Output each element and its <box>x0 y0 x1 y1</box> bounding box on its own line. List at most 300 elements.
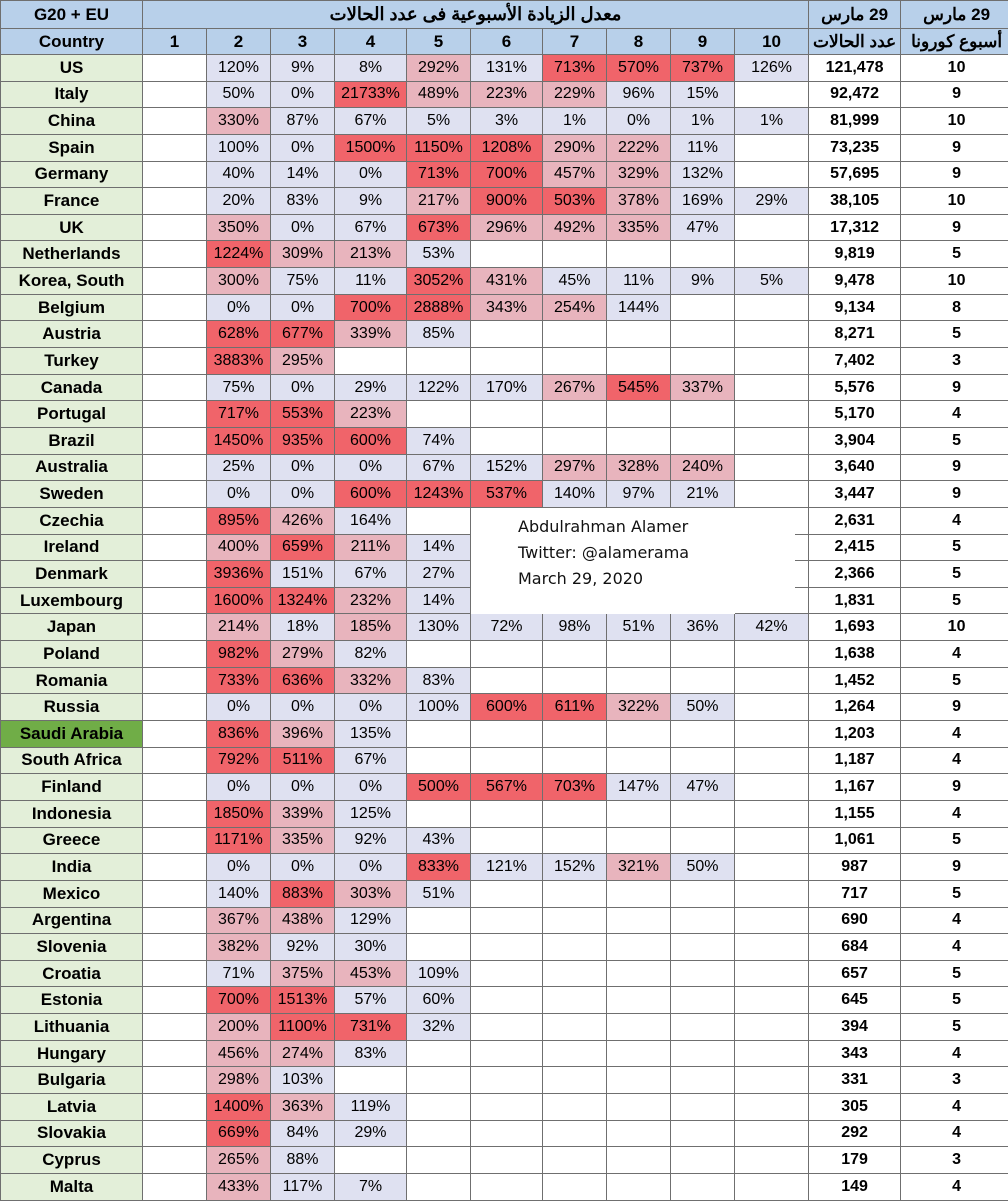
country-name: Italy <box>1 81 143 108</box>
country-name: Korea, South <box>1 268 143 295</box>
growth-cell-week-6 <box>471 880 543 907</box>
table-row <box>1 161 1008 188</box>
country-name: Ireland <box>1 534 143 561</box>
author-name: Abdulrahman Alamer <box>518 514 795 540</box>
growth-cell-week-4: 211% <box>335 534 407 561</box>
growth-cell-week-4: 0% <box>335 774 407 801</box>
case-count: 9,819 <box>809 241 901 268</box>
growth-cell-week-4: 83% <box>335 1040 407 1067</box>
growth-cell-week-10: 5% <box>735 268 809 295</box>
growth-cell-week-8: 570% <box>607 55 671 82</box>
growth-cell-week-8 <box>607 800 671 827</box>
corona-weeks: 3 <box>901 348 1008 375</box>
growth-cell-week-1 <box>143 934 207 961</box>
growth-cell-week-10 <box>735 454 809 481</box>
growth-cell-week-3: 659% <box>271 534 335 561</box>
table-row <box>1 427 1008 454</box>
growth-cell-week-2: 71% <box>207 960 271 987</box>
growth-cell-week-6: 121% <box>471 854 543 881</box>
growth-cell-week-7 <box>543 641 607 668</box>
growth-cell-week-8: 0% <box>607 108 671 135</box>
growth-cell-week-8 <box>607 721 671 748</box>
growth-cell-week-10 <box>735 934 809 961</box>
country-name: South Africa <box>1 747 143 774</box>
country-name: Russia <box>1 694 143 721</box>
growth-cell-week-6 <box>471 321 543 348</box>
header-band-row <box>1 1 1008 29</box>
corona-weeks: 9 <box>901 214 1008 241</box>
growth-cell-week-4: 185% <box>335 614 407 641</box>
growth-cell-week-7 <box>543 1093 607 1120</box>
growth-cell-week-1 <box>143 134 207 161</box>
table-row <box>1 747 1008 774</box>
growth-cell-week-8: 222% <box>607 134 671 161</box>
growth-cell-week-8: 144% <box>607 294 671 321</box>
growth-cell-week-10 <box>735 721 809 748</box>
table-row <box>1 55 1008 82</box>
growth-cell-week-9 <box>671 800 735 827</box>
growth-cell-week-1 <box>143 1093 207 1120</box>
corona-weeks: 4 <box>901 907 1008 934</box>
growth-cell-week-1 <box>143 241 207 268</box>
week-header-4: 4 <box>335 29 407 55</box>
case-count: 17,312 <box>809 214 901 241</box>
growth-cell-week-7 <box>543 907 607 934</box>
growth-cell-week-7: 140% <box>543 481 607 508</box>
country-name: Portugal <box>1 401 143 428</box>
growth-cell-week-4: 0% <box>335 454 407 481</box>
growth-cell-week-1 <box>143 694 207 721</box>
growth-cell-week-3: 1100% <box>271 1014 335 1041</box>
country-column-header: Country <box>1 29 143 55</box>
growth-cell-week-4: 82% <box>335 641 407 668</box>
growth-cell-week-10 <box>735 241 809 268</box>
growth-cell-week-6 <box>471 1067 543 1094</box>
growth-cell-week-2: 1400% <box>207 1093 271 1120</box>
growth-cell-week-1 <box>143 454 207 481</box>
growth-cell-week-5: 83% <box>407 667 471 694</box>
growth-cell-week-1 <box>143 427 207 454</box>
growth-cell-week-8 <box>607 1093 671 1120</box>
growth-cell-week-9 <box>671 1120 735 1147</box>
growth-cell-week-5 <box>407 1120 471 1147</box>
growth-cell-week-3: 9% <box>271 55 335 82</box>
growth-cell-week-4: 11% <box>335 268 407 295</box>
country-name: Australia <box>1 454 143 481</box>
growth-cell-week-8 <box>607 1067 671 1094</box>
growth-cell-week-1 <box>143 401 207 428</box>
growth-cell-week-3: 0% <box>271 374 335 401</box>
growth-cell-week-5 <box>407 721 471 748</box>
table-row <box>1 774 1008 801</box>
growth-cell-week-7: 1% <box>543 108 607 135</box>
growth-cell-week-4: 600% <box>335 427 407 454</box>
corona-weeks: 4 <box>901 747 1008 774</box>
growth-cell-week-1 <box>143 614 207 641</box>
growth-cell-week-1 <box>143 907 207 934</box>
growth-cell-week-5: 27% <box>407 561 471 588</box>
growth-cell-week-6: 296% <box>471 214 543 241</box>
growth-cell-week-6: 131% <box>471 55 543 82</box>
growth-cell-week-3: 363% <box>271 1093 335 1120</box>
country-name: Spain <box>1 134 143 161</box>
table-row <box>1 534 1008 561</box>
growth-cell-week-3: 151% <box>271 561 335 588</box>
growth-cell-week-5 <box>407 401 471 428</box>
author-credit-box <box>510 510 795 606</box>
corona-weeks: 10 <box>901 188 1008 215</box>
corona-weeks: 9 <box>901 694 1008 721</box>
growth-cell-week-5: 3052% <box>407 268 471 295</box>
growth-cell-week-6: 600% <box>471 694 543 721</box>
growth-cell-week-2: 367% <box>207 907 271 934</box>
growth-cell-week-2: 50% <box>207 81 271 108</box>
case-count: 3,904 <box>809 427 901 454</box>
case-count: 331 <box>809 1067 901 1094</box>
growth-cell-week-10 <box>735 827 809 854</box>
case-count: 121,478 <box>809 55 901 82</box>
country-name: Turkey <box>1 348 143 375</box>
table-row <box>1 1040 1008 1067</box>
case-count: 657 <box>809 960 901 987</box>
growth-cell-week-4: 129% <box>335 907 407 934</box>
growth-cell-week-5: 713% <box>407 161 471 188</box>
growth-cell-week-10 <box>735 960 809 987</box>
growth-cell-week-5 <box>407 934 471 961</box>
table-row <box>1 481 1008 508</box>
weeks-date-header: 29 مارس <box>901 1 1008 29</box>
growth-cell-week-1 <box>143 721 207 748</box>
growth-cell-week-10 <box>735 987 809 1014</box>
case-count: 81,999 <box>809 108 901 135</box>
growth-cell-week-6 <box>471 934 543 961</box>
country-name: Austria <box>1 321 143 348</box>
growth-cell-week-7: 229% <box>543 81 607 108</box>
growth-cell-week-4: 67% <box>335 108 407 135</box>
growth-cell-week-3: 295% <box>271 348 335 375</box>
corona-weeks: 9 <box>901 774 1008 801</box>
growth-cell-week-7 <box>543 1067 607 1094</box>
growth-cell-week-10: 29% <box>735 188 809 215</box>
group-label: G20 + EU <box>1 1 143 29</box>
growth-cell-week-10: 42% <box>735 614 809 641</box>
growth-cell-week-9: 15% <box>671 81 735 108</box>
case-count: 717 <box>809 880 901 907</box>
growth-cell-week-1 <box>143 987 207 1014</box>
week-header-6: 6 <box>471 29 543 55</box>
corona-weeks: 4 <box>901 1120 1008 1147</box>
growth-cell-week-1 <box>143 348 207 375</box>
country-name: Argentina <box>1 907 143 934</box>
growth-cell-week-4: 30% <box>335 934 407 961</box>
growth-cell-week-8 <box>607 427 671 454</box>
growth-cell-week-7 <box>543 667 607 694</box>
corona-weeks: 5 <box>901 321 1008 348</box>
growth-cell-week-7: 290% <box>543 134 607 161</box>
growth-cell-week-2: 214% <box>207 614 271 641</box>
growth-cell-week-1 <box>143 774 207 801</box>
growth-cell-week-6 <box>471 960 543 987</box>
growth-cell-week-7: 45% <box>543 268 607 295</box>
growth-cell-week-1 <box>143 507 207 534</box>
growth-cell-week-3: 935% <box>271 427 335 454</box>
growth-cell-week-6 <box>471 241 543 268</box>
case-count: 8,271 <box>809 321 901 348</box>
case-count: 3,640 <box>809 454 901 481</box>
growth-cell-week-8: 321% <box>607 854 671 881</box>
growth-cell-week-5 <box>407 800 471 827</box>
growth-cell-week-10 <box>735 134 809 161</box>
growth-cell-week-6: 431% <box>471 268 543 295</box>
case-count: 5,576 <box>809 374 901 401</box>
growth-cell-week-9: 47% <box>671 774 735 801</box>
corona-weeks: 5 <box>901 987 1008 1014</box>
growth-cell-week-8: 97% <box>607 481 671 508</box>
growth-cell-week-1 <box>143 1014 207 1041</box>
growth-cell-week-2: 298% <box>207 1067 271 1094</box>
growth-cell-week-10 <box>735 800 809 827</box>
growth-cell-week-3: 18% <box>271 614 335 641</box>
table-row <box>1 721 1008 748</box>
table-row <box>1 108 1008 135</box>
case-count: 149 <box>809 1173 901 1200</box>
table-row <box>1 641 1008 668</box>
case-count: 645 <box>809 987 901 1014</box>
growth-cell-week-2: 733% <box>207 667 271 694</box>
growth-cell-week-3: 883% <box>271 880 335 907</box>
growth-cell-week-2: 895% <box>207 507 271 534</box>
case-count: 7,402 <box>809 348 901 375</box>
growth-cell-week-3: 396% <box>271 721 335 748</box>
growth-cell-week-5: 489% <box>407 81 471 108</box>
growth-cell-week-9: 169% <box>671 188 735 215</box>
table-row <box>1 401 1008 428</box>
credit-date: March 29, 2020 <box>518 566 795 592</box>
growth-cell-week-5: 109% <box>407 960 471 987</box>
growth-cell-week-4: 213% <box>335 241 407 268</box>
growth-cell-week-2: 0% <box>207 481 271 508</box>
country-name: Finland <box>1 774 143 801</box>
growth-cell-week-3: 0% <box>271 694 335 721</box>
case-count: 1,452 <box>809 667 901 694</box>
growth-cell-week-4: 67% <box>335 561 407 588</box>
growth-cell-week-7 <box>543 721 607 748</box>
growth-cell-week-4: 223% <box>335 401 407 428</box>
growth-cell-week-8 <box>607 907 671 934</box>
growth-cell-week-4: 700% <box>335 294 407 321</box>
growth-cell-week-7 <box>543 800 607 827</box>
growth-cell-week-10 <box>735 641 809 668</box>
growth-cell-week-3: 103% <box>271 1067 335 1094</box>
table-row <box>1 134 1008 161</box>
corona-weeks: 9 <box>901 854 1008 881</box>
growth-cell-week-7 <box>543 1120 607 1147</box>
case-count: 2,415 <box>809 534 901 561</box>
growth-cell-week-10 <box>735 294 809 321</box>
growth-cell-week-7 <box>543 1147 607 1174</box>
growth-cell-week-6: 900% <box>471 188 543 215</box>
weekly-growth-title: معدل الزيادة الأسبوعية فى عدد الحالات <box>143 1 809 29</box>
growth-cell-week-5 <box>407 641 471 668</box>
growth-cell-week-6 <box>471 1120 543 1147</box>
growth-cell-week-6 <box>471 800 543 827</box>
growth-cell-week-7: 98% <box>543 614 607 641</box>
country-name: Croatia <box>1 960 143 987</box>
table-row <box>1 1067 1008 1094</box>
growth-cell-week-8: 96% <box>607 81 671 108</box>
corona-weeks: 10 <box>901 614 1008 641</box>
country-name: Malta <box>1 1173 143 1200</box>
growth-cell-week-5: 51% <box>407 880 471 907</box>
growth-cell-week-7 <box>543 348 607 375</box>
growth-cell-week-3: 83% <box>271 188 335 215</box>
growth-cell-week-6 <box>471 1147 543 1174</box>
growth-cell-week-9: 1% <box>671 108 735 135</box>
growth-cell-week-4: 232% <box>335 587 407 614</box>
growth-cell-week-5 <box>407 1173 471 1200</box>
growth-cell-week-9: 47% <box>671 214 735 241</box>
country-name: Denmark <box>1 561 143 588</box>
growth-cell-week-10 <box>735 374 809 401</box>
corona-weeks: 4 <box>901 507 1008 534</box>
growth-cell-week-3: 92% <box>271 934 335 961</box>
growth-cell-week-2: 433% <box>207 1173 271 1200</box>
growth-cell-week-8: 147% <box>607 774 671 801</box>
growth-cell-week-9 <box>671 880 735 907</box>
growth-cell-week-6 <box>471 747 543 774</box>
growth-cell-week-10 <box>735 907 809 934</box>
table-row <box>1 694 1008 721</box>
growth-cell-week-10 <box>735 427 809 454</box>
growth-cell-week-8 <box>607 827 671 854</box>
growth-cell-week-6 <box>471 827 543 854</box>
growth-cell-week-6 <box>471 1093 543 1120</box>
growth-cell-week-2: 300% <box>207 268 271 295</box>
growth-cell-week-2: 75% <box>207 374 271 401</box>
growth-cell-week-7: 267% <box>543 374 607 401</box>
growth-cell-week-7 <box>543 880 607 907</box>
growth-cell-week-3: 636% <box>271 667 335 694</box>
growth-cell-week-3: 438% <box>271 907 335 934</box>
growth-cell-week-8 <box>607 401 671 428</box>
table-row <box>1 507 1008 534</box>
country-name: Canada <box>1 374 143 401</box>
growth-cell-week-4: 731% <box>335 1014 407 1041</box>
table-row <box>1 1147 1008 1174</box>
growth-cell-week-5: 122% <box>407 374 471 401</box>
corona-weeks: 10 <box>901 55 1008 82</box>
growth-cell-week-9 <box>671 721 735 748</box>
cases-column-header: عدد الحالات <box>809 29 901 55</box>
growth-cell-week-5: 43% <box>407 827 471 854</box>
growth-cell-week-10 <box>735 1093 809 1120</box>
table-row <box>1 241 1008 268</box>
growth-cell-week-7: 152% <box>543 854 607 881</box>
corona-weeks: 5 <box>901 587 1008 614</box>
growth-cell-week-8: 51% <box>607 614 671 641</box>
growth-cell-week-1 <box>143 1120 207 1147</box>
growth-cell-week-9: 21% <box>671 481 735 508</box>
growth-cell-week-4: 0% <box>335 854 407 881</box>
growth-cell-week-5: 500% <box>407 774 471 801</box>
growth-cell-week-3: 0% <box>271 774 335 801</box>
growth-cell-week-9: 50% <box>671 854 735 881</box>
table-row <box>1 1093 1008 1120</box>
growth-cell-week-1 <box>143 880 207 907</box>
growth-cell-week-6 <box>471 401 543 428</box>
growth-cell-week-10 <box>735 214 809 241</box>
growth-cell-week-8: 329% <box>607 161 671 188</box>
table-row <box>1 880 1008 907</box>
growth-cell-week-4: 57% <box>335 987 407 1014</box>
growth-cell-week-1 <box>143 854 207 881</box>
growth-cell-week-9: 50% <box>671 694 735 721</box>
growth-cell-week-2: 792% <box>207 747 271 774</box>
growth-cell-week-8 <box>607 1040 671 1067</box>
growth-cell-week-5 <box>407 1093 471 1120</box>
growth-cell-week-5 <box>407 747 471 774</box>
growth-cell-week-4: 600% <box>335 481 407 508</box>
growth-cell-week-3: 335% <box>271 827 335 854</box>
case-count: 5,170 <box>809 401 901 428</box>
corona-weeks: 5 <box>901 561 1008 588</box>
growth-cell-week-5: 74% <box>407 427 471 454</box>
country-name: Latvia <box>1 1093 143 1120</box>
country-name: Slovakia <box>1 1120 143 1147</box>
case-count: 343 <box>809 1040 901 1067</box>
growth-cell-week-6: 537% <box>471 481 543 508</box>
growth-cell-week-9 <box>671 667 735 694</box>
growth-cell-week-2: 120% <box>207 55 271 82</box>
growth-cell-week-6: 343% <box>471 294 543 321</box>
week-header-3: 3 <box>271 29 335 55</box>
growth-cell-week-3: 1324% <box>271 587 335 614</box>
growth-cell-week-5 <box>407 507 471 534</box>
corona-weeks: 5 <box>901 960 1008 987</box>
growth-cell-week-5: 2888% <box>407 294 471 321</box>
growth-cell-week-6 <box>471 907 543 934</box>
growth-cell-week-1 <box>143 1067 207 1094</box>
week-header-7: 7 <box>543 29 607 55</box>
growth-cell-week-10 <box>735 401 809 428</box>
growth-cell-week-2: 200% <box>207 1014 271 1041</box>
case-count: 292 <box>809 1120 901 1147</box>
growth-cell-week-7 <box>543 747 607 774</box>
country-name: Czechia <box>1 507 143 534</box>
growth-cell-week-5: 1150% <box>407 134 471 161</box>
growth-cell-week-7 <box>543 1173 607 1200</box>
country-name: Saudi Arabia <box>1 721 143 748</box>
growth-cell-week-3: 339% <box>271 800 335 827</box>
growth-cell-week-10 <box>735 1067 809 1094</box>
growth-cell-week-10 <box>735 1147 809 1174</box>
table-row <box>1 1173 1008 1200</box>
growth-cell-week-1 <box>143 188 207 215</box>
growth-cell-week-1 <box>143 587 207 614</box>
growth-cell-week-6 <box>471 348 543 375</box>
growth-cell-week-1 <box>143 268 207 295</box>
case-count: 3,447 <box>809 481 901 508</box>
growth-cell-week-5: 217% <box>407 188 471 215</box>
week-header-2: 2 <box>207 29 271 55</box>
growth-cell-week-5: 833% <box>407 854 471 881</box>
growth-cell-week-2: 0% <box>207 694 271 721</box>
table-row <box>1 987 1008 1014</box>
author-twitter: Twitter: @alamerama <box>518 540 795 566</box>
corona-weeks: 9 <box>901 481 1008 508</box>
growth-cell-week-10 <box>735 481 809 508</box>
growth-cell-week-3: 0% <box>271 294 335 321</box>
